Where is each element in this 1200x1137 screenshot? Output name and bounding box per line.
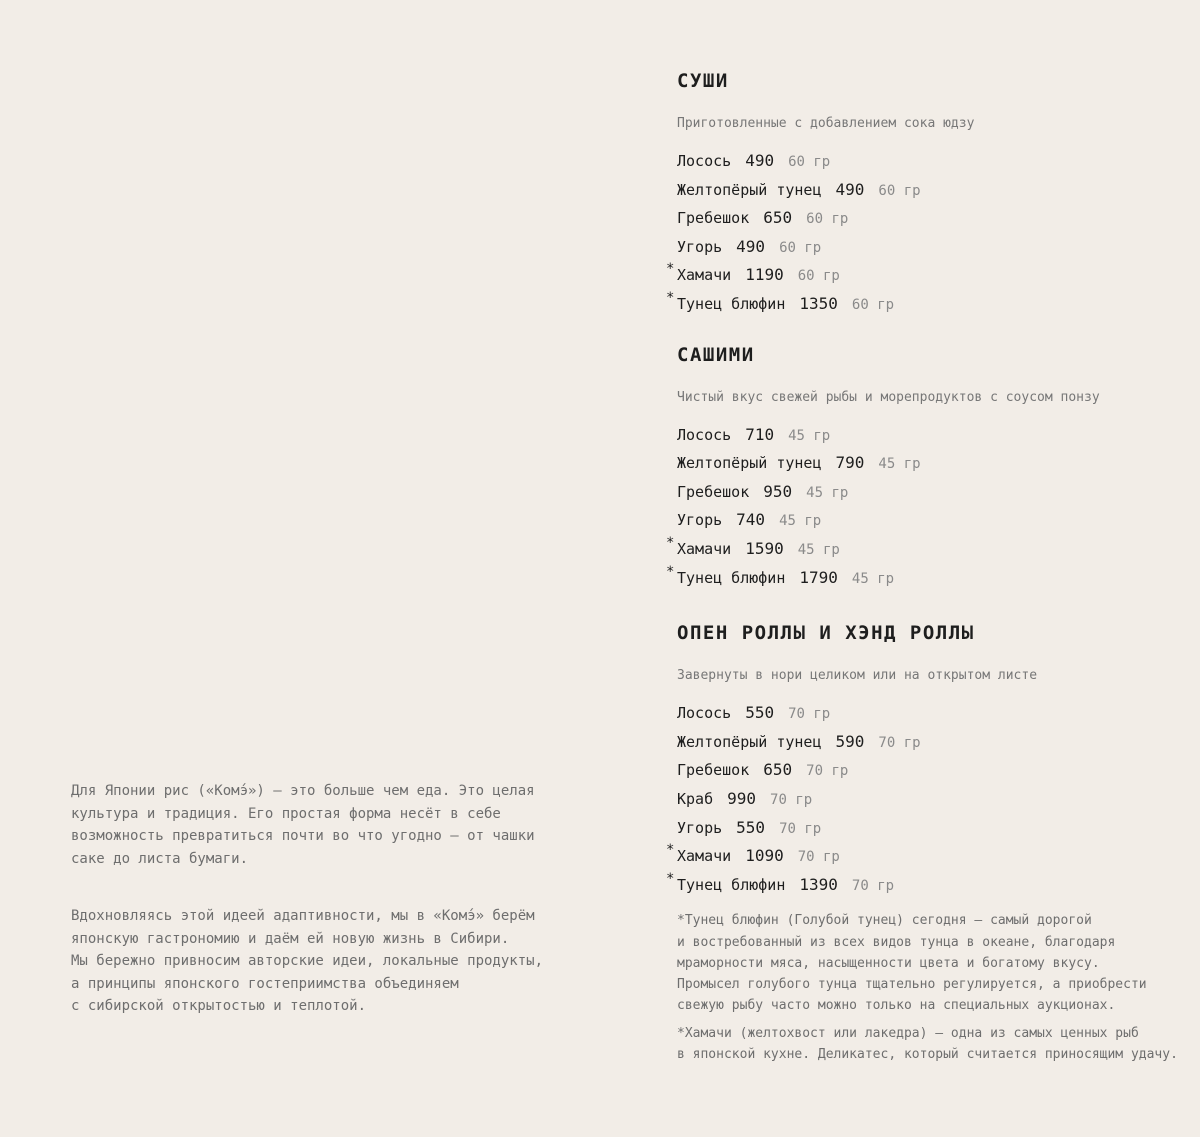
menu-item (677, 814, 1187, 843)
item-name: Гребешок (677, 482, 750, 501)
menu-list (666, 699, 1187, 899)
item-name: Угорь (677, 818, 723, 837)
item-price: 1350 (799, 293, 838, 313)
item-name: Тунец блюфин (677, 294, 786, 313)
item-weight: 70 гр (770, 791, 813, 808)
section-title: СУШИ (677, 70, 729, 92)
item-weight: 60 гр (851, 296, 895, 313)
menu-list (666, 147, 1187, 319)
section-sushi (666, 66, 1187, 319)
menu-item (666, 534, 1187, 564)
item-weight: 60 гр (788, 154, 831, 170)
asterisk-mark: * (666, 563, 675, 580)
item-name: Угорь (677, 511, 723, 530)
section-title: ОПЕН РОЛЛЫ И ХЭНД РОЛЛЫ (677, 622, 975, 645)
footnote-hamachi: *Хамачи (желтохвост или лакедра) — одна из самых ценных рыб в японской кухне. Деликатес, который считается приносящим удачу. (677, 1025, 1178, 1063)
item-name: Гребешок (677, 761, 750, 780)
item-price: 740 (736, 510, 766, 530)
item-price: 950 (763, 481, 793, 501)
item-name: Тунец блюфин (677, 568, 786, 587)
menu-item (677, 147, 1187, 176)
item-price: 1090 (745, 846, 784, 866)
item-weight: 60 гр (806, 211, 849, 228)
menu-item (677, 176, 1187, 205)
item-price: 790 (835, 453, 865, 473)
item-weight: 45 гр (797, 541, 840, 558)
footnote-bluefin: *Тунец блюфин (Голубой тунец) сегодня — самый дорогой и востребованный из всех видов тунца в океане, благодаря мраморности мяса, насыщенности цвета и богатому вкусу. Промысел голубого тунца тщательно регулируется, а приобрести свежую рыбу часто можно только на специальных аукционах. (677, 913, 1147, 1014)
menu-item (666, 289, 1187, 319)
menu-item (666, 563, 1187, 593)
item-price: 710 (745, 424, 775, 444)
menu-item (666, 870, 1187, 900)
menu-list (666, 421, 1187, 593)
item-weight: 45 гр (788, 427, 831, 444)
item-weight: 70 гр (788, 706, 831, 723)
item-price: 550 (736, 817, 766, 837)
item-name: Лосось (677, 152, 732, 170)
section-rolls (666, 618, 1187, 899)
item-name: Желтопёрый тунец (677, 732, 822, 751)
menu-item (677, 204, 1187, 233)
item-name: Желтопёрый тунец (677, 454, 822, 473)
asterisk-mark: * (666, 261, 675, 278)
intro-text-1: Для Японии рис («Комэ́») — это больше чем еда. Это целая культура и традиция. Его простая форма несёт в себе возможность превратиться почти во что угодно — от чашки саке до листа бумаги. (71, 783, 535, 867)
item-price: 550 (745, 703, 775, 723)
section-description: Чистый вкус свежей рыбы и морепродуктов с соусом понзу (677, 389, 1100, 405)
item-name: Хамачи (677, 539, 732, 558)
item-price: 650 (763, 208, 793, 228)
item-name: Лосось (677, 704, 732, 723)
footnotes (677, 910, 1187, 1065)
item-price: 490 (745, 151, 775, 170)
item-weight: 45 гр (806, 484, 849, 501)
item-name: Угорь (677, 237, 723, 256)
item-weight: 45 гр (779, 513, 822, 530)
menu-item (666, 261, 1187, 290)
item-price: 1790 (799, 567, 838, 587)
item-price: 1190 (745, 265, 784, 285)
menu-column (666, 66, 1187, 1071)
item-price: 1590 (745, 538, 784, 558)
menu-item (677, 756, 1187, 785)
item-weight: 45 гр (851, 570, 895, 587)
menu-item (677, 506, 1187, 535)
section-description: Завернуты в нори целиком или на открытом листе (677, 668, 1038, 684)
item-price: 1390 (799, 874, 838, 894)
item-name: Хамачи (677, 847, 732, 866)
intro-text-2: Вдохновляясь этой идеей адаптивности, мы в «Комэ́» берём японскую гастрономию и даём ей новую жизнь в Сибири. Мы бережно привносим авторские идеи, локальные продукты, а принципы японского гостеприимства объединяем с сибирской открытостью и теплотой. (71, 908, 544, 1014)
section-description: Приготовленные с добавлением сока юдзу (677, 116, 975, 131)
item-price: 490 (835, 179, 865, 199)
menu-item (677, 728, 1187, 757)
menu-item (677, 449, 1187, 478)
menu-item (677, 785, 1187, 814)
item-price: 490 (736, 236, 766, 256)
menu-item (677, 421, 1187, 450)
menu-item (666, 842, 1187, 871)
item-name: Лосось (677, 425, 732, 444)
item-weight: 60 гр (779, 239, 822, 256)
item-name: Желтопёрый тунец (677, 180, 822, 199)
item-weight: 60 гр (797, 268, 840, 285)
menu-item (677, 699, 1187, 728)
section-sashimi (666, 340, 1187, 593)
item-weight: 45 гр (878, 456, 921, 473)
item-weight: 70 гр (797, 849, 840, 866)
item-name: Тунец блюфин (677, 875, 786, 894)
asterisk-mark: * (666, 289, 675, 306)
item-weight: 70 гр (851, 877, 895, 894)
asterisk-mark: * (666, 534, 675, 551)
intro-paragraph-1 (71, 780, 571, 870)
item-weight: 70 гр (779, 820, 822, 837)
item-weight: 60 гр (878, 182, 921, 199)
item-price: 590 (835, 731, 865, 751)
section-title: САШИМИ (677, 343, 755, 366)
item-price: 650 (763, 760, 793, 780)
intro-paragraph-2 (71, 905, 571, 1018)
item-name: Краб (677, 789, 714, 808)
item-name: Гребешок (677, 209, 750, 228)
asterisk-mark: * (666, 870, 675, 887)
item-weight: 70 гр (806, 763, 849, 780)
item-name: Хамачи (677, 266, 732, 285)
asterisk-mark: * (666, 842, 675, 859)
item-price: 990 (727, 788, 757, 808)
item-weight: 70 гр (878, 734, 921, 751)
menu-item (677, 478, 1187, 507)
menu-item (677, 233, 1187, 262)
